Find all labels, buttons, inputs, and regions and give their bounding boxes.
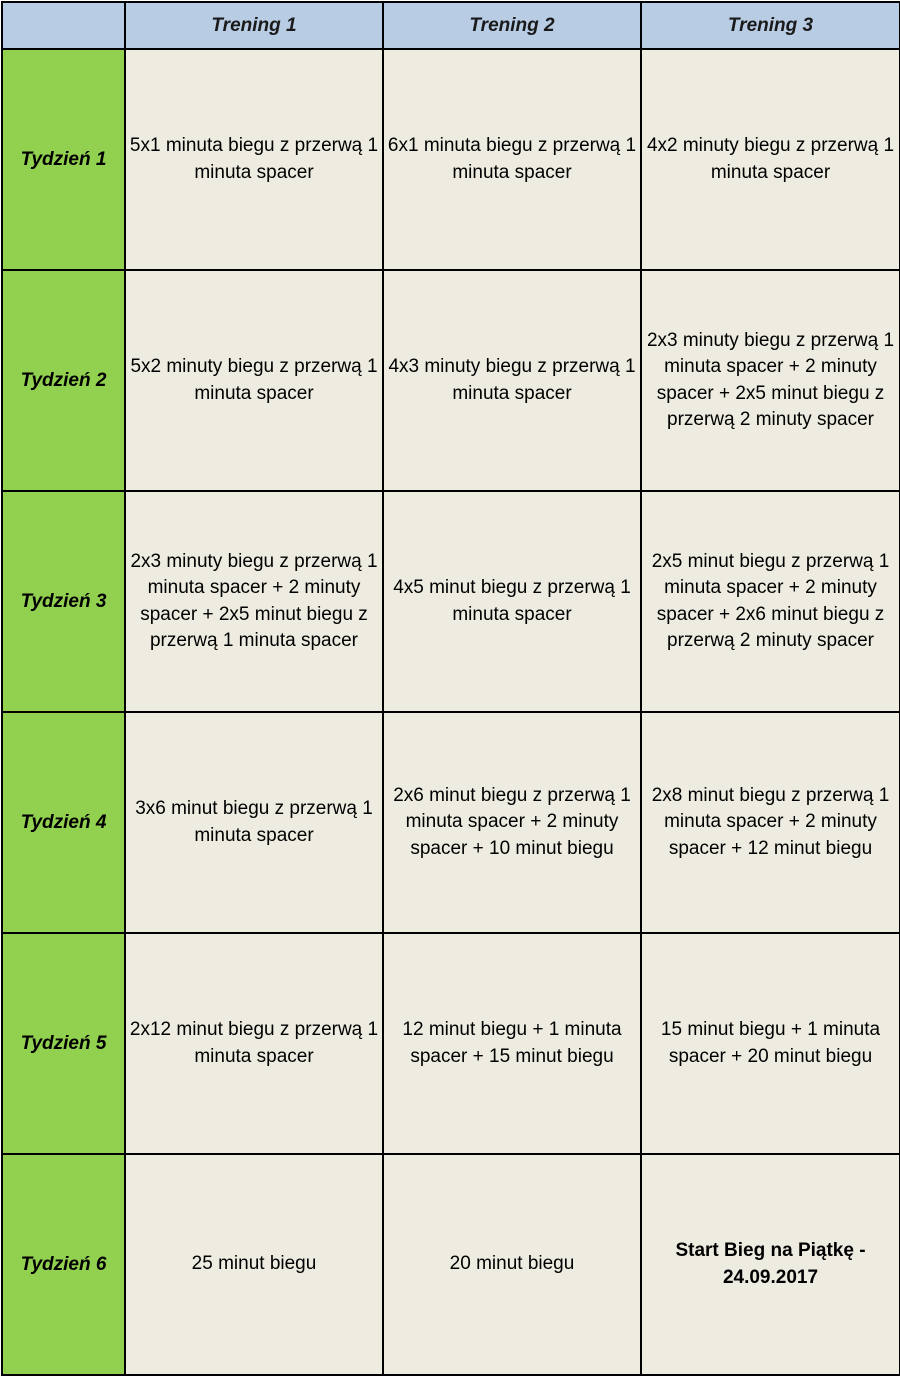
table-row-week-2 [2,270,900,491]
training-cell: 4x3 minuty biegu z przerwą 1 minuta spacer [383,270,641,491]
training-cell: 2x5 minut biegu z przerwą 1 minuta spacer + 2 minuty spacer + 2x6 minut biegu z przerwą 2 minuty spacer [641,491,900,712]
training-cell: 2x6 minut biegu z przerwą 1 minuta spacer + 2 minuty spacer + 10 minut biegu [383,712,641,933]
race-start-cell: Start Bieg na Piątkę - 24.09.2017 [641,1154,900,1375]
training-cell: 12 minut biegu + 1 minuta spacer + 15 minut biegu [383,933,641,1154]
training-cell: 6x1 minuta biegu z przerwą 1 minuta spacer [383,49,641,270]
header-row [2,2,900,49]
week-label: Tydzień 6 [2,1154,125,1375]
week-label: Tydzień 4 [2,712,125,933]
training-cell: 5x1 minuta biegu z przerwą 1 minuta spacer [125,49,383,270]
week-label: Tydzień 3 [2,491,125,712]
column-header-trening-3: Trening 3 [641,2,900,49]
training-cell: 25 minut biegu [125,1154,383,1375]
week-label: Tydzień 2 [2,270,125,491]
week-label: Tydzień 1 [2,49,125,270]
training-cell: 2x3 minuty biegu z przerwą 1 minuta spacer + 2 minuty spacer + 2x5 minut biegu z przerwą 2 minuty spacer [641,270,900,491]
training-cell: 4x5 minut biegu z przerwą 1 minuta spacer [383,491,641,712]
column-header-trening-2: Trening 2 [383,2,641,49]
training-plan-table [1,1,900,1376]
training-cell: 2x3 minuty biegu z przerwą 1 minuta spacer + 2 minuty spacer + 2x5 minut biegu z przerwą 1 minuta spacer [125,491,383,712]
training-cell: 3x6 minut biegu z przerwą 1 minuta spacer [125,712,383,933]
column-header-trening-1: Trening 1 [125,2,383,49]
table-row-week-5 [2,933,900,1154]
training-cell: 15 minut biegu + 1 minuta spacer + 20 minut biegu [641,933,900,1154]
table-row-week-4 [2,712,900,933]
training-cell: 20 minut biegu [383,1154,641,1375]
table-row-week-1 [2,49,900,270]
corner-cell [2,2,125,49]
table-row-week-3 [2,491,900,712]
training-cell: 2x12 minut biegu z przerwą 1 minuta spacer [125,933,383,1154]
training-cell: 5x2 minuty biegu z przerwą 1 minuta spacer [125,270,383,491]
training-cell: 4x2 minuty biegu z przerwą 1 minuta spacer [641,49,900,270]
table-row-week-6 [2,1154,900,1375]
week-label: Tydzień 5 [2,933,125,1154]
training-cell: 2x8 minut biegu z przerwą 1 minuta spacer + 2 minuty spacer + 12 minut biegu [641,712,900,933]
